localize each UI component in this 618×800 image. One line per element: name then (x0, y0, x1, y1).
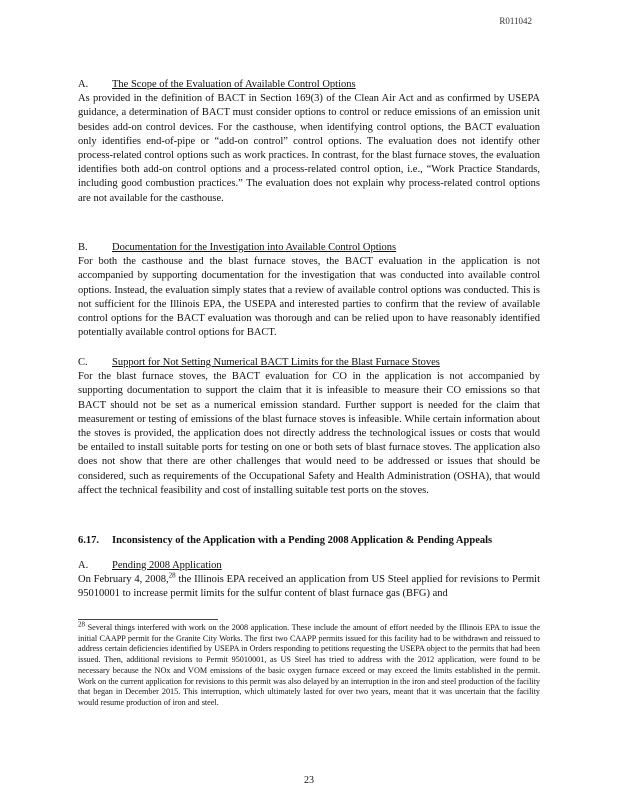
section-a-letter: A. (78, 79, 89, 90)
section-c-letter: C. (78, 357, 88, 368)
section-6-17-number: 6.17. (78, 535, 99, 546)
section-a-heading (78, 78, 540, 92)
section-6-17-a-title: Pending 2008 Application (112, 560, 222, 571)
footnote-divider (78, 619, 218, 620)
section-b-paragraph: For both the casthouse and the blast furnace stoves, the BACT evaluation in the application is not accompanied by supporting documentation for the investigation that was conducted into available control options. Instead, the evaluation simply states that a review of available control options was conducted. This is not sufficient for the Illinois EPA, the USEPA and interested parties to confirm that the review of available control options for the BACT evaluation was thorough and can be relied upon to have reasonably identified potentially available control options for BACT. (78, 256, 540, 339)
section-c-heading (78, 356, 540, 370)
section-a (78, 78, 540, 206)
page-number: 23 (304, 775, 314, 786)
paragraph-text-start: On February 4, 2008, (78, 574, 169, 586)
section-a-paragraph: As provided in the definition of BACT in Section 169(3) of the Clean Air Act and as confirmed by USEPA guidance, a determination of BACT must consider options to control or reduce emissions of an emission unit besides add-on control devices. For the casthouse, when identifying control options, the BACT evaluation only identifies end-of-pipe or “add-on control” control options. The evaluation does not identify other process-related control options such as work practices. In contrast, for the blast furnace stoves, the evaluation identifies both add-on control options and a process-related control option, i.e., “Work Practice Standards, including good combustion practices.” The evaluation does not explain why process-related control options are not available for the casthouse. (78, 93, 540, 204)
footnote (78, 620, 540, 709)
section-c-title: Support for Not Setting Numerical BACT Limits for the Blast Furnace Stoves (112, 357, 440, 368)
section-b (78, 241, 540, 340)
section-6-17-a (78, 559, 540, 602)
section-6-17-title: Inconsistency of the Application with a Pending 2008 Application & Pending Appeals (112, 535, 493, 546)
footnote-text: Several things interfered with work on the 2008 application. These include the amount of effort needed by the Illinois EPA to issue the initial CAAPP permit for the Granite City Works. The first two CAAPP permits issued for this facility had to be withdrawn and reissued to address certain deficiencies identified by USEPA in Orders responding to petitions requesting the USEPA object to the permits that had been issued. Then, additional revisions to Permit 95010001, as US Steel has tried to address with the 2012 application, were found to be necessary because the NOx and VOM emissions of the basic oxygen furnace exceed or may exceed the limits established in the permit. Work on the current application for revisions to this permit was also delayed by an interruption in the iron and steel production of the facility that began in December 2015. This interruption, which ultimately lasted for over two years, meant that it was uncertain that the facility would resume production of iron and steel. (78, 623, 540, 707)
paragraph-text-end: the Illinois EPA received an application from US Steel applied for revisions to Permit 95010001 to increase permit limits for the sulfur content of blast furnace gas (BFG) and (78, 574, 540, 600)
section-b-title: Documentation for the Investigation into Available Control Options (112, 242, 397, 253)
footnote-reference: 28 (168, 571, 176, 580)
section-c (78, 356, 540, 498)
document-id: R011042 (499, 16, 532, 26)
footnote-number: 28 (78, 620, 85, 629)
section-b-heading (78, 241, 540, 255)
section-6-17-heading (78, 534, 540, 548)
section-6-17 (78, 534, 540, 548)
section-a-title: The Scope of the Evaluation of Available Control Options (112, 79, 356, 90)
section-b-letter: B. (78, 242, 88, 253)
section-c-paragraph: For the blast furnace stoves, the BACT evaluation for CO in the application is not accompanied by supporting documentation to support the claim that it is infeasible to measure their CO emissions so that BACT should not be set as a numerical emission standard. Further support is needed for the claim that measurement or testing of emissions of the blast furnace stoves is infeasible. While certain information about the stoves is provided, the application does not directly address the technological issues or costs that would be entailed to install suitable ports for testing on one or both sets of blast furnace stoves. The application also does not show that there are other challenges that would need to be addressed or issues that should be considered, such as requirements of the Occupational Safety and Health Administration (OSHA), that would affect the technical feasibility and cost of installing suitable test ports on the stoves. (78, 371, 540, 496)
section-6-17-a-heading (78, 559, 540, 573)
section-6-17-a-letter: A. (78, 560, 89, 571)
section-6-17-a-paragraph (78, 573, 540, 601)
